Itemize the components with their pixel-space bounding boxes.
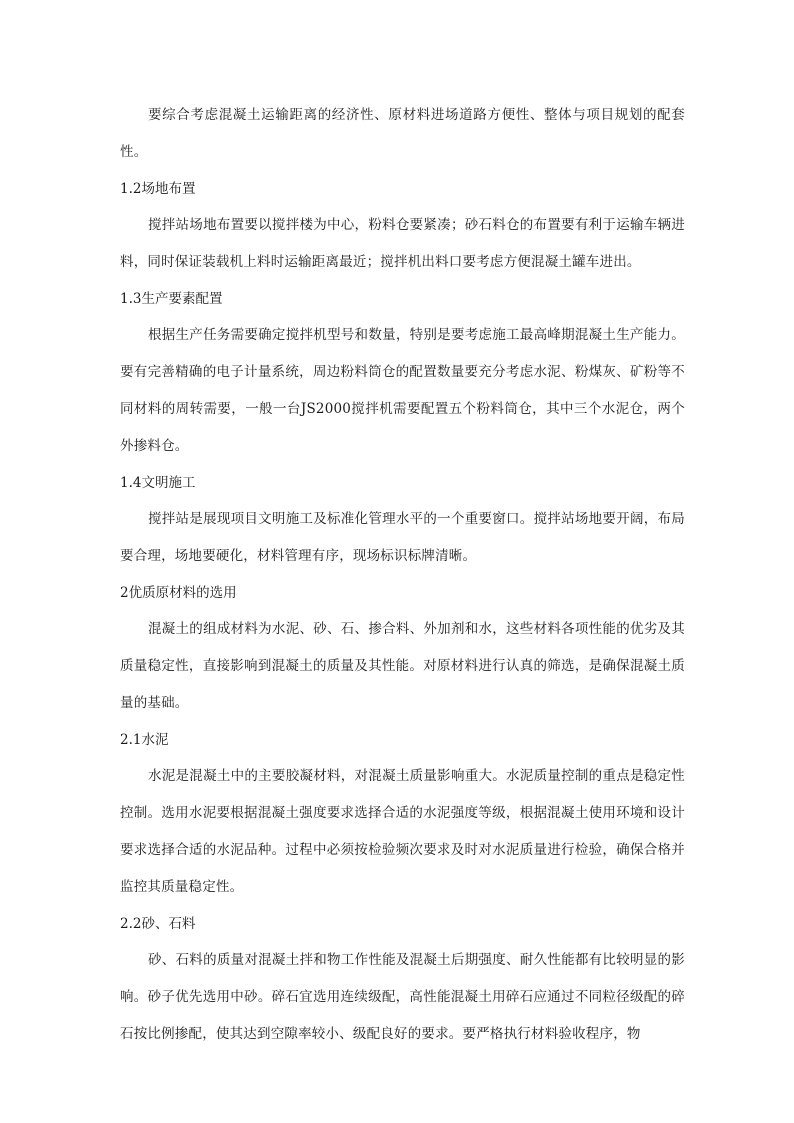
heading-1-4: 1.4文明施工 bbox=[120, 475, 196, 491]
paragraph-intro-continued: 要综合考虑混凝土运输距离的经济性、原材料进场道路方便性、整体与项目规划的配套性。 bbox=[120, 107, 685, 160]
paragraph-sand-stone: 砂、石料的质量对混凝土拌和物工作性能及混凝土后期强度、耐久性能都有比较明显的影响。砂子优先选用中砂。碎石宜选用连续级配，高性能混凝土用碎石应通过不同粒径级配的碎石按比例掺配，使其达到空隙率较小、级配良好的要求。要严格执行材料验收程序，物 bbox=[120, 952, 685, 1042]
document-body bbox=[120, 97, 685, 1053]
heading-2-1: 2.1水泥 bbox=[120, 732, 169, 748]
heading-2: 2优质原材料的选用 bbox=[120, 585, 237, 601]
heading-1-2: 1.2场地布置 bbox=[120, 181, 196, 197]
heading-2-2: 2.2砂、石料 bbox=[120, 916, 196, 932]
paragraph-production-factors: 根据生产任务需要确定搅拌机型号和数量，特别是要考虑施工最高峰期混凝土生产能力。要有完善精确的电子计量系统，周边粉料筒仓的配置数量要充分考虑水泥、粉煤灰、矿粉等不同材料的周转需要，一般一台JS2000搅拌机需要配置五个粉料筒仓，其中三个水泥仓，两个外掺料仓。 bbox=[120, 327, 685, 454]
paragraph-site-layout: 搅拌站场地布置要以搅拌楼为中心，粉料仓要紧凑；砂石料仓的布置要有利于运输车辆进料，同时保证装载机上料时运输距离最近；搅拌机出料口要考虑方便混凝土罐车进出。 bbox=[120, 217, 685, 270]
paragraph-cement: 水泥是混凝土中的主要胶凝材料，对混凝土质量影响重大。水泥质量控制的重点是稳定性控制。选用水泥要根据混凝土强度要求选择合适的水泥强度等级，根据混凝土使用环境和设计要求选择合适的水泥品种。过程中必须按检验频次要求及时对水泥质量进行检验，确保合格并监控其质量稳定性。 bbox=[120, 768, 685, 895]
heading-1-3: 1.3生产要素配置 bbox=[120, 291, 223, 307]
paragraph-raw-materials: 混凝土的组成材料为水泥、砂、石、掺合料、外加剂和水，这些材料各项性能的优劣及其质量稳定性，直接影响到混凝土的质量及其性能。对原材料进行认真的筛选，是确保混凝土质量的基础。 bbox=[120, 621, 685, 711]
paragraph-civilized-construction: 搅拌站是展现项目文明施工及标准化管理水平的一个重要窗口。搅拌站场地要开阔，布局要合理，场地要硬化，材料管理有序，现场标识标牌清晰。 bbox=[120, 511, 685, 564]
